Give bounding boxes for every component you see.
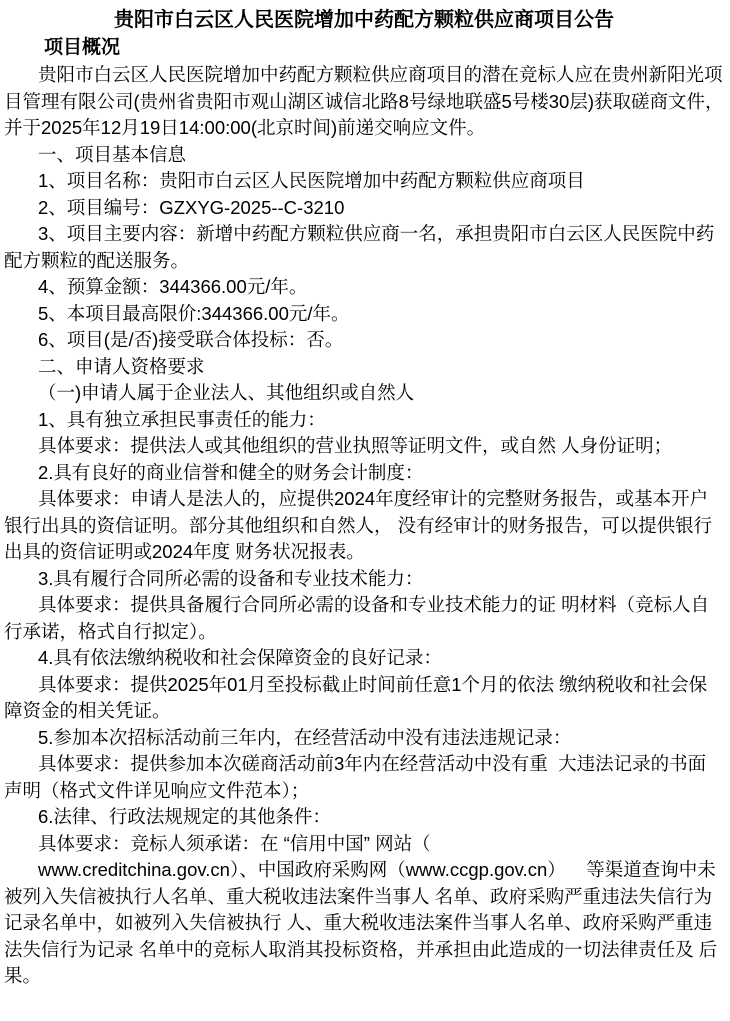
paragraph: www.creditchina.gov.cn）、中国政府采购网（www.ccgp.gov.cn） 等渠道查询中未被列入失信被执行人名单、重大税收违法案件当事人 名单、政府采购严重违法失信行为记录名单中，如被列入失信被执行 人、重大税收违法案件当事人名单、政府采购严重违法失信行为记录 名单中的竞标人取消其投标资格，并承担由此造成的一切法律责任及 后果。 xyxy=(4,859,718,986)
paragraph: 一、项目基本信息 xyxy=(38,143,187,165)
paragraph: 4、预算金额：344366.00元/年。 xyxy=(38,276,308,297)
paragraph: 5、本项目最高限价:344366.00元/年。 xyxy=(38,302,350,324)
paragraph: 1、具有独立承担民事责任的能力： xyxy=(38,408,326,430)
paragraph: （一)申请人属于企业法人、其他组织或自然人 xyxy=(38,382,415,403)
paragraph: 贵阳市白云区人民医院增加中药配方颗粒供应商项目的潜在竞标人应在贵州新阳光项目管理有限公司(贵州省贵阳市观山湖区诚信北路8号绿地联盛5号楼30层)获取磋商文件，并于2025年12月19日14:00:00(北京时间)前递交响应文件。 xyxy=(4,64,724,138)
paragraph: 1、项目名称：贵阳市白云区人民医院增加中药配方颗粒供应商项目 xyxy=(38,170,585,191)
paragraph: 具体要求：提供参加本次磋商活动前3年内在经营活动中没有重 大违法记录的书面声明（格式文件详见响应文件范本）； xyxy=(4,753,707,801)
paragraph: 二、申请人资格要求 xyxy=(38,355,205,377)
paragraph: 6.法律、行政法规规定的其他条件： xyxy=(38,806,331,827)
paragraph: 2.具有良好的商业信誉和健全的财务会计制度： xyxy=(38,461,424,483)
paragraph: 具体要求：提供2025年01月至投标截止时间前任意1个月的依法 缴纳税收和社会保障资金的相关凭证。 xyxy=(4,673,708,721)
paragraph: 具体要求：竞标人须承诺：在 “信用中国” 网站（ xyxy=(38,832,431,854)
overview-heading: 项目概况 xyxy=(44,37,121,58)
paragraph: 4.具有依法缴纳税收和社会保障资金的良好记录： xyxy=(38,647,442,668)
paragraph: 具体要求：提供具备履行合同所必需的设备和专业技术能力的证 明材料（竞标人自行承诺，格式自行拟定）。 xyxy=(4,594,710,642)
paragraph: 2、项目编号：GZXYG-2025--C-3210 xyxy=(38,196,345,218)
document-body xyxy=(4,62,724,990)
paragraph: 具体要求：提供法人或其他组织的营业执照等证明文件，或自然 人身份证明； xyxy=(38,435,673,456)
document-title: 贵阳市白云区人民医院增加中药配方颗粒供应商项目公告 xyxy=(114,9,614,31)
paragraph: 5.参加本次招标活动前三年内，在经营活动中没有违法违规记录： xyxy=(38,726,572,748)
paragraph: 具体要求：申请人是法人的，应提供2024年度经审计的完整财务报告，或基本开户银行出具的资信证明。部分其他组织和自然人， 没有经审计的财务报告，可以提供银行出具的资信证明或2024年度 财务状况报表。 xyxy=(4,488,713,562)
paragraph: 3.具有履行合同所必需的设备和专业技术能力： xyxy=(38,567,424,589)
paragraph: 3、项目主要内容：新增中药配方颗粒供应商一名，承担贵阳市白云区人民医院中药配方颗粒的配送服务。 xyxy=(4,223,715,271)
paragraph: 6、项目(是/否)接受联合体投标：否。 xyxy=(38,329,344,350)
